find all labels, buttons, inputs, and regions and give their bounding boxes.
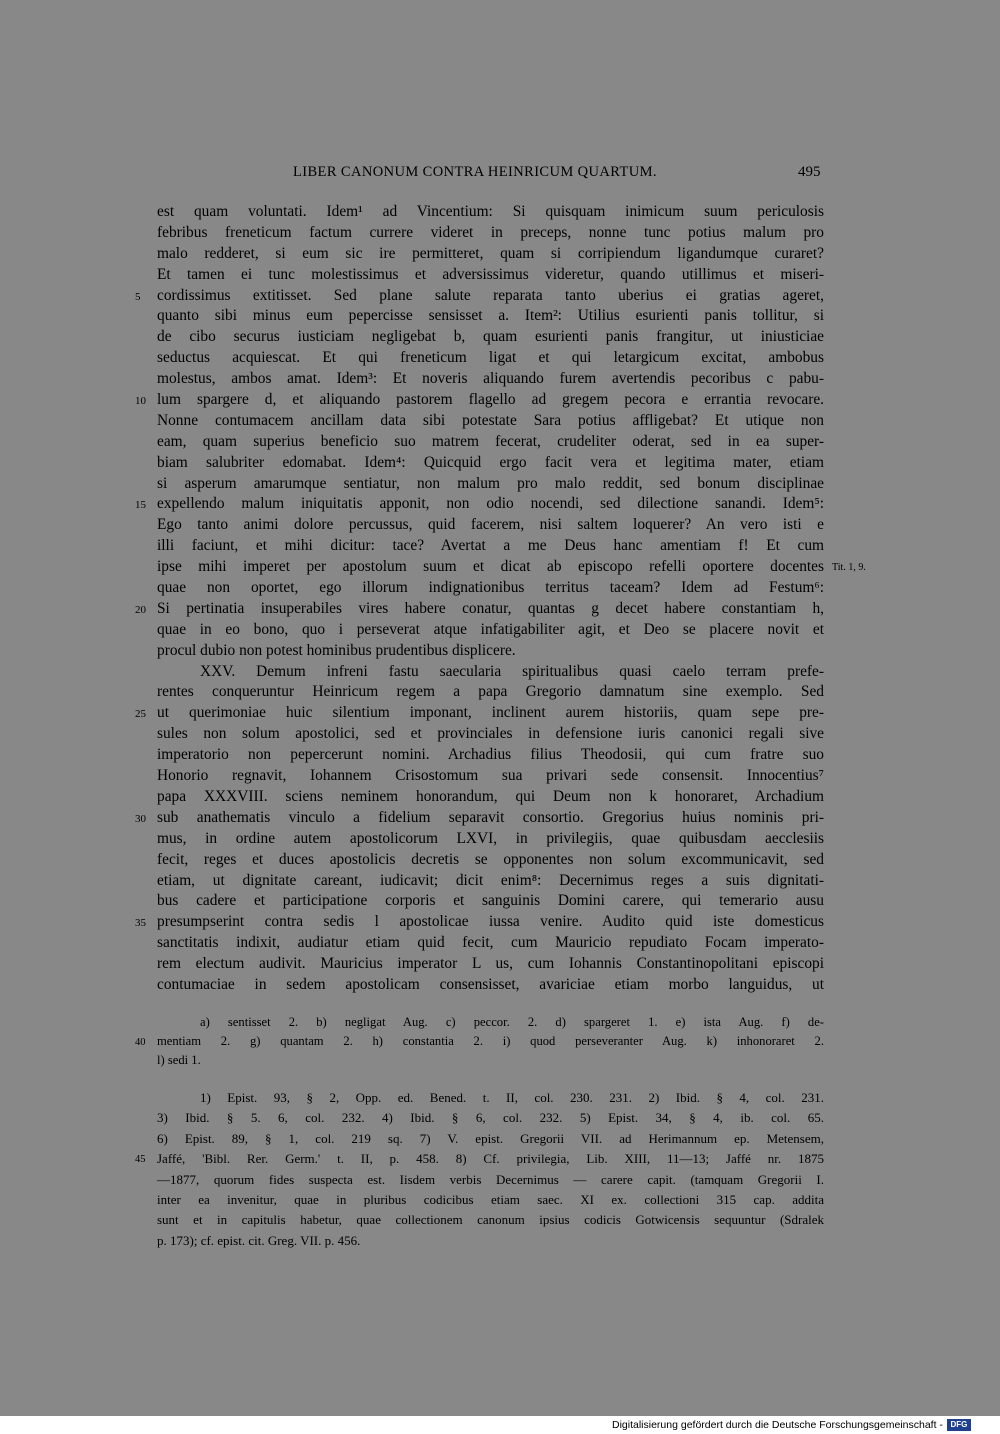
text-line <box>0 891 1000 912</box>
line-text: illi faciunt, et mihi dicitur: tace? Avertat a me Deus hanc amentiam f! Et cum <box>157 537 824 555</box>
running-title: LIBER CANONUM CONTRA HEINRICUM QUARTUM. <box>293 164 657 180</box>
reference-line <box>0 1231 1000 1251</box>
text-line <box>0 494 1000 515</box>
line-text: bus cadere et participatione corporis et sanguinis Domini carere, qui temerario ausu <box>157 892 824 910</box>
reference-line <box>0 1170 1000 1190</box>
text-line <box>0 515 1000 536</box>
line-text: presumpserint contra sedis l apostolicae iussa venire. Audito quid iste domesticus <box>157 913 824 931</box>
text-line <box>0 912 1000 933</box>
text-line <box>0 745 1000 766</box>
line-text: malo redderet, si eum sic ire permitteret, quam si corripiendum ligandumque curaret? <box>157 244 824 262</box>
reference-line <box>0 1190 1000 1210</box>
reference-line <box>0 1108 1000 1128</box>
text-line <box>0 808 1000 829</box>
line-text: —1877, quorum fides suspecta est. Iisdem verbis Decernimus — carere capit. (tamquam Gregorii I. <box>157 1171 824 1187</box>
line-text: rem electum audivit. Mauricius imperator L us, cum Iohannis Constantinopolitani episcopi <box>157 955 824 973</box>
text-line <box>0 557 1000 578</box>
text-line <box>0 954 1000 975</box>
line-number: 25 <box>135 708 146 721</box>
text-line <box>0 975 1000 996</box>
line-text: etiam, ut dignitate careant, iudicavit; dicit enim⁸: Decernimus reges a suis dignitati- <box>157 871 824 889</box>
line-text: lum spargere d, et aliquando pastorem flagello ad gregem pecora e errantia revocare. <box>157 391 824 409</box>
text-line <box>0 599 1000 620</box>
line-text: Si pertinatia insuperabiles vires habere conatur, quantas g decet habere constantiam h, <box>157 599 824 617</box>
line-text: 1) Epist. 93, § 2, Opp. ed. Bened. t. II, col. 230. 231. 2) Ibid. § 4, col. 231. <box>200 1090 824 1105</box>
text-line <box>0 766 1000 787</box>
text-line <box>0 411 1000 432</box>
line-text: sanctitatis indixit, audiatur etiam quid fecit, cum Mauricio repudiato Focam imperato- <box>157 934 824 952</box>
page-header <box>0 164 1000 186</box>
line-text: papa XXXVIII. sciens neminem honorandum, qui Deum non k honoraret, Archadium <box>157 787 824 805</box>
line-text: 6) Epist. 89, § 1, col. 219 sq. 7) V. epist. Gregorii VII. ad Herimannum ep. Metensem, <box>157 1130 824 1146</box>
line-text: mus, in ordine autem apostolicorum LXVI, in privilegiis, quae quibusdam aecclesiis <box>157 829 824 847</box>
line-text: contumaciae in sedem apostolicam consensisset, avariciae etiam morbo languidus, ut <box>157 975 824 993</box>
text-line <box>0 536 1000 557</box>
line-text: a) sentisset 2. b) negligat Aug. c) peccor. 2. d) spargeret 1. e) ista Aug. f) de- <box>200 1015 824 1029</box>
text-line <box>0 348 1000 369</box>
line-text: XXV. Demum infreni fastu saecularia spiritualibus quasi caelo terram prefe- <box>200 662 824 680</box>
line-text: l) sedi 1. <box>157 1053 201 1068</box>
line-text: 3) Ibid. § 5. 6, col. 232. 4) Ibid. § 6, col. 232. 5) Epist. 34, § 4, ib. col. 65. <box>157 1110 824 1126</box>
line-text: fecit, reges et duces apostolicis decretis se opponentes non solum excommunicavit, sed <box>157 850 824 868</box>
text-line <box>0 306 1000 327</box>
line-text: est quam voluntati. Idem¹ ad Vincentium: Si quisquam inimicum suum periculosis <box>157 203 824 220</box>
line-text: inter ea invenitur, quae in pluribus codicibus etiam saec. XI ex. collectioni 315 cap. addita <box>157 1191 824 1207</box>
text-line <box>0 265 1000 286</box>
line-text: rentes conqueruntur Heinricum regem a papa Gregorio damnatum sine exemplo. Sed <box>157 683 824 701</box>
line-text: mentiam 2. g) quantam 2. h) constantia 2. i) quod perseveranter Aug. k) inhonoraret 2. <box>157 1034 824 1049</box>
line-text: sub anathematis vinculo a fidelium separavit consortio. Gregorius huius nominis pri- <box>157 808 824 826</box>
line-text: procul dubio non potest hominibus prudentibus displicere. <box>157 641 516 659</box>
line-text: sunt et in capitulis habetur, quae collectionem canonum ipsius codicis Gotwicensis sequuntur (Sdralek <box>157 1212 824 1228</box>
critical-apparatus <box>0 1013 1000 1071</box>
text-line <box>0 369 1000 390</box>
text-line <box>0 829 1000 850</box>
note-line <box>0 1051 1000 1070</box>
text-line <box>0 327 1000 348</box>
reference-line <box>0 1088 1000 1108</box>
line-text: p. 173); cf. epist. cit. Greg. VII. p. 456. <box>157 1232 361 1248</box>
line-text: imperatorio non pepercerunt nomini. Archadius filius Theodosii, qui cum fratre suo <box>157 746 824 764</box>
margin-note: Tit. 1, 9. <box>832 562 866 574</box>
line-text: si asperum amarumque sentiatur, non malum pro malo reddit, sed bonum disciplinae <box>157 474 824 492</box>
line-text: febribus freneticum factum currere videret in preceps, nonne tunc potius malum pro <box>157 223 824 241</box>
line-text: cordissimus extitisset. Sed plane salute reparata tanto uberius ei gratias ageret, <box>157 286 824 304</box>
text-line <box>0 724 1000 745</box>
text-line <box>0 223 1000 244</box>
line-text: sules non solum apostolici, sed et provinciales in defensione iuris canonici regali sive <box>157 725 824 743</box>
line-text: quanto sibi minus eum pepercisse sensisset a. Item²: Utilius esurienti panis tollitur, si <box>157 307 824 325</box>
text-line <box>0 787 1000 808</box>
line-text: ut querimoniae huic silentium imponant, inclinent aurem historiis, quam sepe pre- <box>157 704 824 722</box>
text-line <box>0 578 1000 599</box>
line-number: 35 <box>135 917 146 930</box>
line-number: 10 <box>135 395 146 408</box>
text-line <box>0 286 1000 307</box>
funding-footer <box>612 1417 971 1433</box>
line-text: seductus acquiescat. Et qui freneticum ligat et qui letargicum excitat, ambobus <box>157 349 824 367</box>
text-line <box>0 474 1000 495</box>
text-line <box>0 703 1000 724</box>
line-text: Ego tanto animi dolore percussus, quid facerem, nisi saltem loquerer? An vero isti e <box>157 516 824 534</box>
source-references <box>0 1088 1000 1251</box>
text-line <box>0 641 1000 662</box>
line-text: molestus, ambos amat. Idem³: Et noveris aliquando furem avertendis pecoribus c pabu- <box>157 370 824 388</box>
reference-line <box>0 1210 1000 1230</box>
line-text: quae in eo bono, quo i perseverat atque infatigabiliter agit, et Deo se placere novit et <box>157 620 824 638</box>
text-line <box>0 871 1000 892</box>
dfg-logo: DFG <box>947 1419 971 1431</box>
main-text <box>0 202 1000 996</box>
line-number: 20 <box>135 603 146 616</box>
line-number: 15 <box>135 499 146 512</box>
line-text: quae non oportet, ego illorum indignationibus territus taceam? Idem ad Festum⁶: <box>157 579 824 597</box>
line-text: Honorio regnavit, Iohannem Crisostomum sua privari sede consensit. Innocentius⁷ <box>157 767 824 785</box>
text-line <box>0 453 1000 474</box>
text-line <box>0 933 1000 954</box>
text-line <box>0 244 1000 265</box>
text-line <box>0 432 1000 453</box>
line-number: 5 <box>135 290 141 303</box>
text-line <box>0 850 1000 871</box>
line-text: eam, quam superius beneficio suo matrem fecerat, crudeliter oderat, sed in ea super- <box>157 432 824 450</box>
text-line <box>0 202 1000 223</box>
text-line <box>0 682 1000 703</box>
note-line <box>0 1013 1000 1032</box>
line-number: 40 <box>135 1037 146 1049</box>
line-text: Nonne contumacem ancillam data sibi potestate Sara potius affligebat? Et utique non <box>157 411 824 429</box>
reference-line <box>0 1149 1000 1169</box>
line-text: de cibo securus iusticiam negligebat b, quam esurienti panis frangitur, ut iniusticiae <box>157 328 824 346</box>
line-number: 45 <box>135 1154 146 1166</box>
text-line <box>0 662 1000 683</box>
text-line <box>0 620 1000 641</box>
reference-line <box>0 1129 1000 1149</box>
line-text: Et tamen ei tunc molestissimus et adversissimus videretur, quando utillimus et miseri- <box>157 265 824 283</box>
text-line <box>0 390 1000 411</box>
page-number: 495 <box>798 164 821 180</box>
line-text: biam salubriter edomabat. Idem⁴: Quicquid ergo facit vera et legitima mater, etiam <box>157 453 824 471</box>
line-text: Jaffé, 'Bibl. Rer. Germ.' t. II, p. 458. 8) Cf. privilegia, Lib. XIII, 11—13; Jaffé nr. 1875 <box>157 1151 824 1167</box>
line-number: 30 <box>135 812 146 825</box>
line-text: expellendo malum iniquitatis apponit, non odio nocendi, sed dilectione sanandi. Idem⁵: <box>157 495 824 513</box>
line-text: ipse mihi imperet per apostolum suum et dicat ab episcopo refelli oportere docentes <box>157 558 824 576</box>
funding-text: Digitalisierung gefördert durch die Deutsche Forschungsgemeinschaft - <box>612 1419 943 1431</box>
note-line <box>0 1032 1000 1051</box>
